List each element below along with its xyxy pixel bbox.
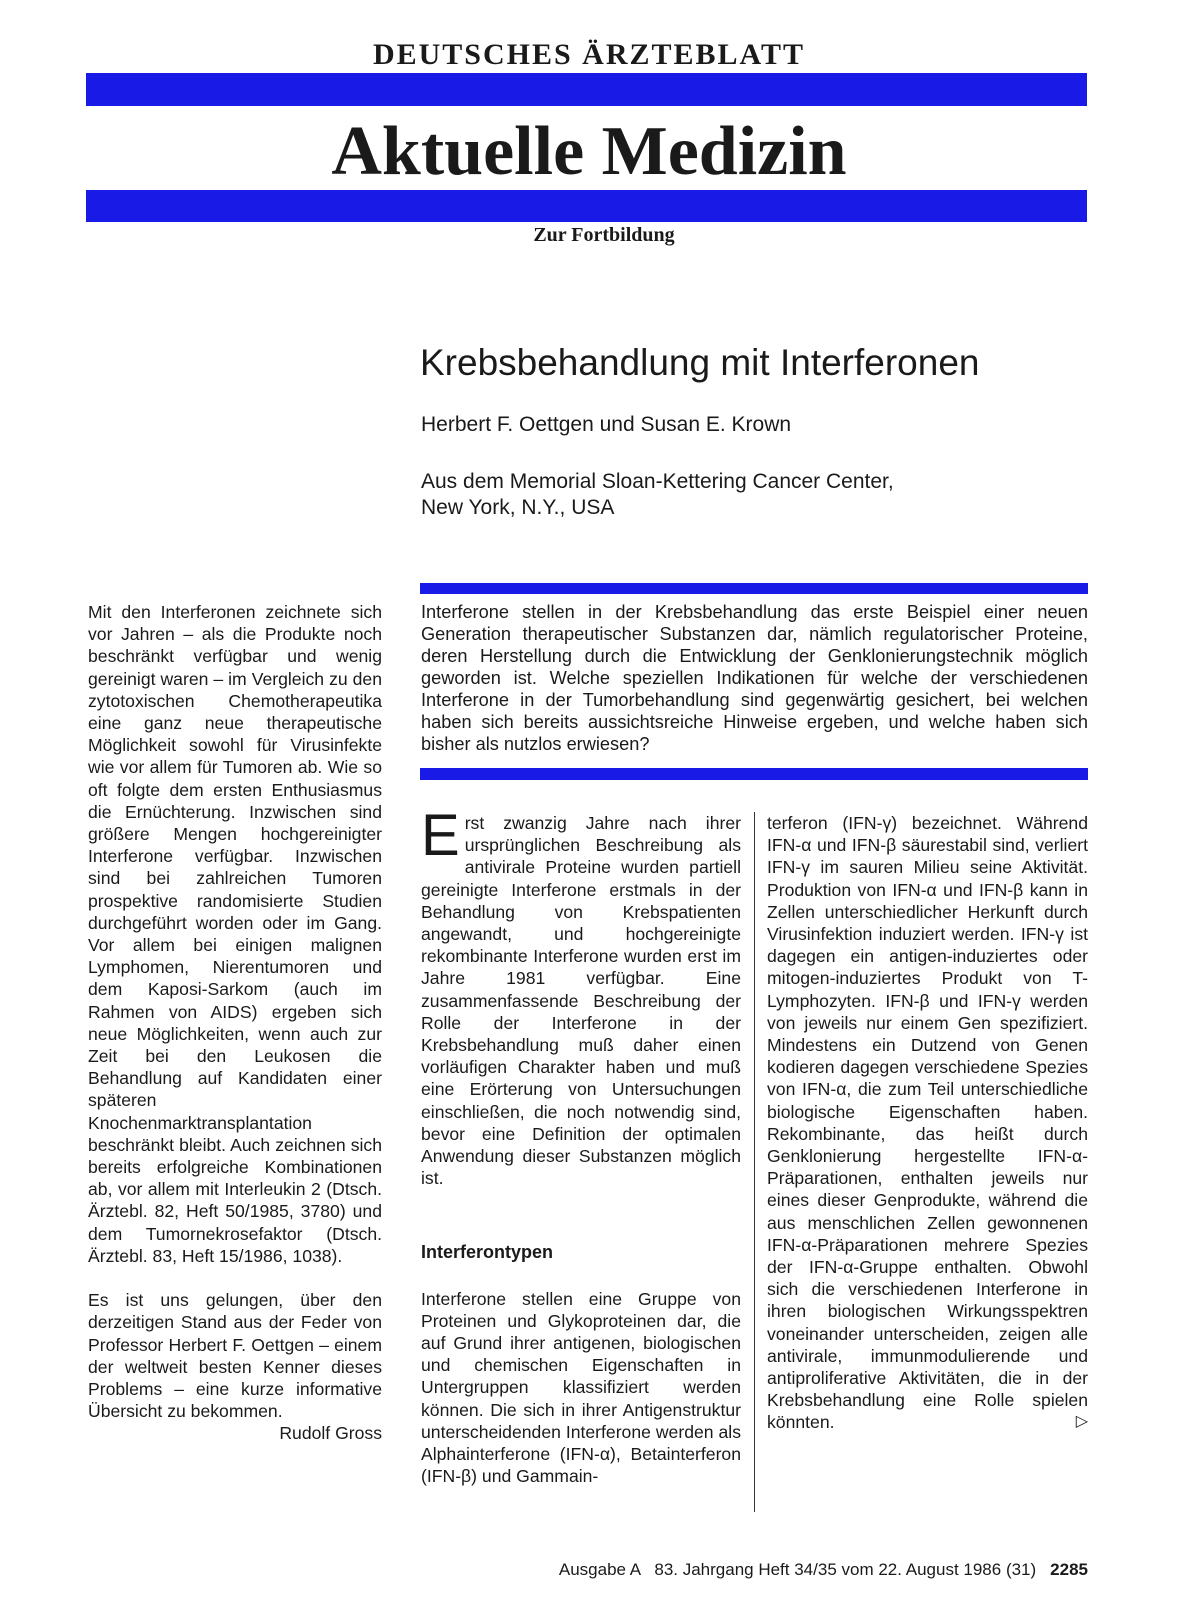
body-paragraph-text: terferon (IFN-γ) bezeichnet. Während IFN-α und IFN-β säurestabil sind, verliert IFN-γ im sauren Milieu seine Aktivität. Produktion von IFN-α und IFN-β kann in Zellen unterschiedlicher Herkunft durch Virusinfektion induziert werden. IFN-γ ist dagegen ein antigen-induziertes oder mitogen-induziertes Produkt von T-Lymphozyten. IFN-β und IFN-γ werden von jeweils nur einem Gen spezifiziert. Mindestens ein Dutzend von Genen kodieren dagegen verschiedene Spezies von IFN-α, die zum Teil unterschiedliche biologische Eigenschaften haben. Rekombinante, das heißt durch Genklonierung hergestellte IFN-α-Präparationen, enthalten jeweils nur eines dieser Genprodukte, während die aus menschlichen Zellen gewonnenen IFN-α-Präparationen mehrere Spezies der IFN-α-Gruppe enthalten. Obwohl sich die verschiedenen Interferone in ihren biologischen Wirkungsspektren voneinander unterscheiden, zeigen alle antivirale, immunmodulierende und antiproliferative Aktivitäten, die in der Krebsbehandlung eine Rolle spielen könnten. [767, 813, 1088, 1433]
article-authors: Herbert F. Oettgen und Susan E. Krown [421, 413, 792, 436]
teaser-paragraph-text: Es ist uns gelungen, über den derzeitigen Stand aus der Feder von Professor Herbert F. Oettgen – einem der weltweit besten Kenner dieses Problems – eine kurze informative Übersicht zu bekommen. [88, 1290, 382, 1422]
body-column-left [421, 803, 741, 1487]
body-paragraph: Interferone stellen eine Gruppe von Proteinen und Glykoproteinen dar, die auf Grund ihrer antigenen, biologischen und chemischen Eigenschaften in Untergruppen klassifiziert werden können. Die sich in ihrer Antigenstruktur unterscheidenden Interferone werden als Alphainterferone (IFN-α), Betainterferon (IFN-β) und Gammain- [421, 1288, 741, 1487]
page-number: 2285 [1050, 1560, 1088, 1579]
continued-arrow-icon: ▷ [1075, 1413, 1088, 1431]
body-paragraph [421, 803, 741, 1189]
teaser-signature: Rudolf Gross [279, 1423, 382, 1444]
abstract-top-bar [420, 583, 1088, 594]
editorial-teaser [88, 601, 382, 1445]
body-paragraph [767, 812, 1088, 1434]
affiliation-line: New York, N.Y., USA [421, 496, 615, 519]
body-paragraph-text: rst zwanzig Jahre nach ihrer ursprünglichen Beschreibung als antivirale Proteine wurden partiell gereinigte Interferone erstmals in der Behandlung von Krebspatienten angewandt, und hochgereinigte rekombinante Interferone wurden erst im Jahre 1981 verfügbar. Eine zusammenfassende Beschreibung der Rolle der Interferone in der Krebsbehandlung muß daher einen vorläufigen Charakter haben und muß eine Erörterung von Untersuchungen einschließen, die noch notwendig sind, bevor eine Definition der optimalen Anwendung dieser Substanzen möglich ist. [421, 813, 741, 1189]
affiliation-line: Aus dem Memorial Sloan-Kettering Cancer Center, [421, 470, 894, 493]
issue-info: Ausgabe A 83. Jahrgang Heft 34/35 vom 22. August 1986 (31) [558, 1560, 1037, 1579]
section-subtitle: Zur Fortbildung [533, 224, 675, 246]
drop-cap: E [421, 803, 460, 868]
body-column-right [767, 812, 1088, 1434]
section-heading: Interferontypen [421, 1242, 554, 1263]
teaser-paragraph [88, 1289, 382, 1444]
section-title: Aktuelle Medizin [331, 113, 847, 190]
journal-masthead: DEUTSCHES ÄRZTEBLATT [372, 38, 806, 71]
column-divider [754, 812, 755, 1512]
article-title: Krebsbehandlung mit Interferonen [420, 342, 980, 383]
abstract-bottom-bar [420, 768, 1088, 780]
section-blue-bar [86, 190, 1087, 222]
masthead-blue-bar [86, 73, 1087, 106]
article-affiliation [421, 469, 894, 521]
article-abstract: Interferone stellen in der Krebsbehandlung das erste Beispiel einer neuen Generation therapeutischer Substanzen dar, nämlich regulatorischer Proteine, deren Herstellung durch die Entwicklung der Genklonierungstechnik möglich geworden ist. Welche speziellen Indikationen für welche der verschiedenen Interferone in der Tumorbehandlung sind gegenwärtig gesichert, bei welchen haben sich bereits aussichtsreiche Hinweise ergeben, und welche haben sich bisher als nutzlos erwiesen? [421, 602, 1088, 754]
teaser-paragraph: Mit den Interferonen zeichnete sich vor Jahren – als die Produkte noch beschränkt verfügbar und wenig gereinigt waren – im Vergleich zu den zytotoxischen Chemotherapeutika eine ganz neue therapeutische Möglichkeit sowohl für Virusinfekte wie vor allem für Tumoren ab. Wie so oft folgte dem ersten Enthusiasmus die Ernüchterung. Inzwischen sind größere Mengen hochgereinigter Interferone verfügbar. Inzwischen sind bei zahlreichen Tumoren prospektive randomisierte Studien durchgeführt worden oder im Gang. Vor allem bei einigen malignen Lymphomen, Nierentumoren und dem Kaposi-Sarkom (auch im Rahmen von AIDS) ergeben sich neue Möglichkeiten, wenn auch zur Zeit bei den Leukosen die Behandlung auf Kandidaten einer späteren Knochenmarktransplantation beschränkt bleibt. Auch zeichnen sich bereits erfolgreiche Kombinationen ab, vor allem mit Interleukin 2 (Dtsch. Ärztebl. 82, Heft 50/1985, 3780) und dem Tumornekrosefaktor (Dtsch. Ärztebl. 83, Heft 15/1986, 1038). [88, 602, 382, 1266]
page-footer [0, 1560, 1088, 1580]
